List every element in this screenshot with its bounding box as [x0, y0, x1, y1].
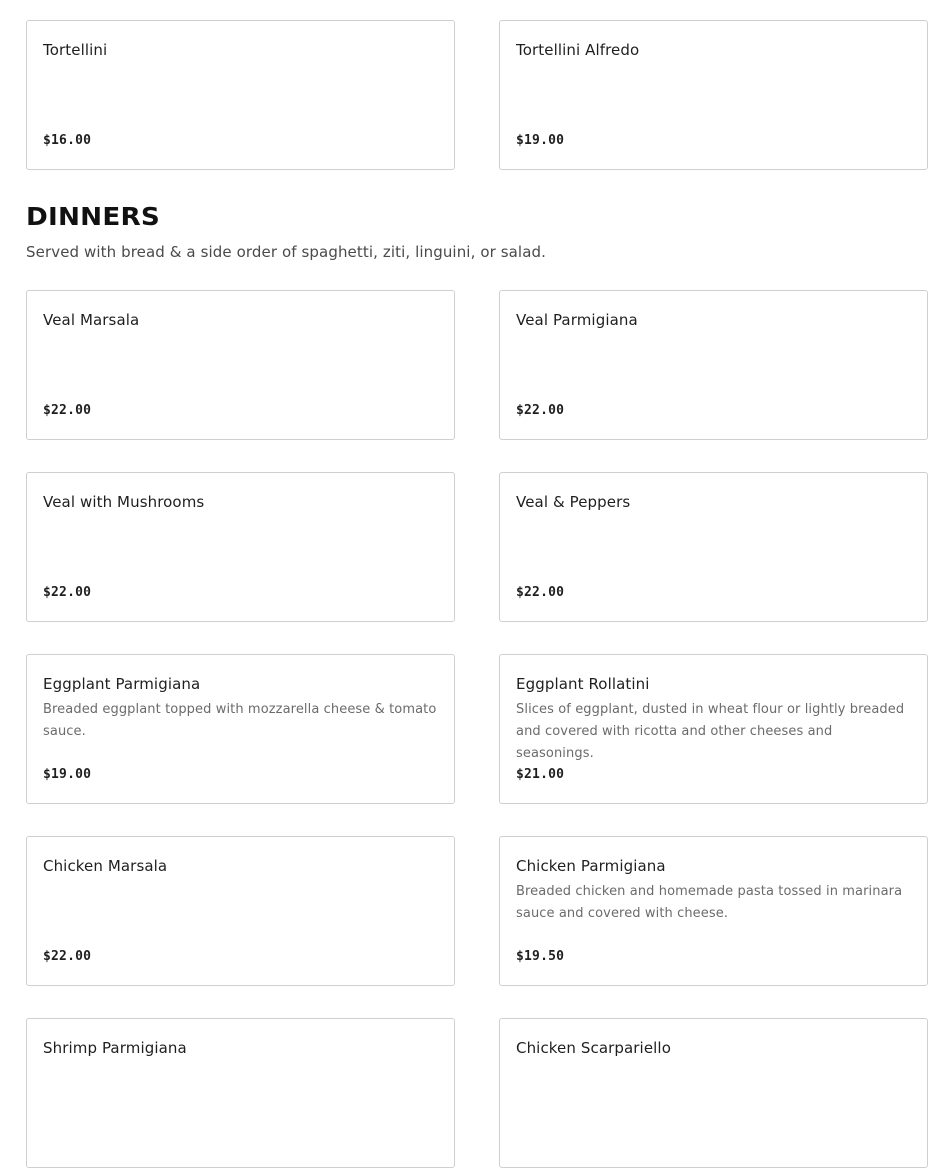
- menu-item-card[interactable]: [26, 654, 455, 804]
- menu-item-price: $16.00: [43, 133, 92, 148]
- menu-item-price: $19.00: [516, 133, 565, 148]
- menu-item-description: Breaded eggplant topped with mozzarella cheese & tomato sauce.: [43, 702, 437, 739]
- menu-item-name: Tortellini: [43, 41, 108, 59]
- menu-item-card[interactable]: [26, 836, 455, 986]
- section-subtitle: Served with bread & a side order of spaghetti, ziti, linguini, or salad.: [26, 243, 546, 261]
- menu-item-card[interactable]: [499, 836, 928, 986]
- menu-item-card[interactable]: [499, 654, 928, 804]
- menu-item-price: $22.00: [43, 949, 92, 964]
- menu-item-name: Shrimp Parmigiana: [43, 1039, 187, 1057]
- menu-item-name: Eggplant Parmigiana: [43, 675, 201, 693]
- menu-item-name: Tortellini Alfredo: [516, 41, 640, 59]
- menu-item-price: $22.00: [43, 403, 92, 418]
- menu-item-price: $19.00: [43, 767, 92, 782]
- menu-item-price: $19.50: [516, 949, 565, 964]
- menu-item-card[interactable]: [499, 472, 928, 622]
- menu-item-card[interactable]: [499, 20, 928, 170]
- menu-item-card[interactable]: [26, 20, 455, 170]
- dinners-items-grid: [26, 290, 928, 1168]
- menu-item-name: Veal Parmigiana: [516, 311, 638, 329]
- menu-item-name: Eggplant Rollatini: [516, 675, 650, 693]
- menu-item-card[interactable]: [499, 1018, 928, 1168]
- menu-item-name: Veal & Peppers: [516, 493, 631, 511]
- menu-item-price: $21.00: [516, 767, 565, 782]
- section-title: DINNERS: [26, 202, 161, 231]
- dinners-section-header: [26, 200, 546, 261]
- menu-item-name: Veal Marsala: [43, 311, 140, 329]
- menu-item-name: Chicken Marsala: [43, 857, 168, 875]
- menu-item-price: $22.00: [516, 585, 565, 600]
- menu-item-description: Slices of eggplant, dusted in wheat flour or lightly breaded and covered with ricotta and other cheeses and seasonings.: [516, 702, 905, 761]
- menu-item-card[interactable]: [499, 290, 928, 440]
- menu-item-price: $22.00: [43, 585, 92, 600]
- menu-item-name: Chicken Scarpariello: [516, 1039, 671, 1057]
- top-items-grid: [26, 20, 928, 170]
- menu-item-name: Chicken Parmigiana: [516, 857, 666, 875]
- menu-item-card[interactable]: [26, 290, 455, 440]
- menu-item-price: $22.00: [516, 403, 565, 418]
- menu-item-card[interactable]: [26, 1018, 455, 1168]
- menu-item-name: Veal with Mushrooms: [43, 493, 205, 511]
- menu-item-card[interactable]: [26, 472, 455, 622]
- menu-item-description: Breaded chicken and homemade pasta tossed in marinara sauce and covered with cheese.: [516, 884, 903, 921]
